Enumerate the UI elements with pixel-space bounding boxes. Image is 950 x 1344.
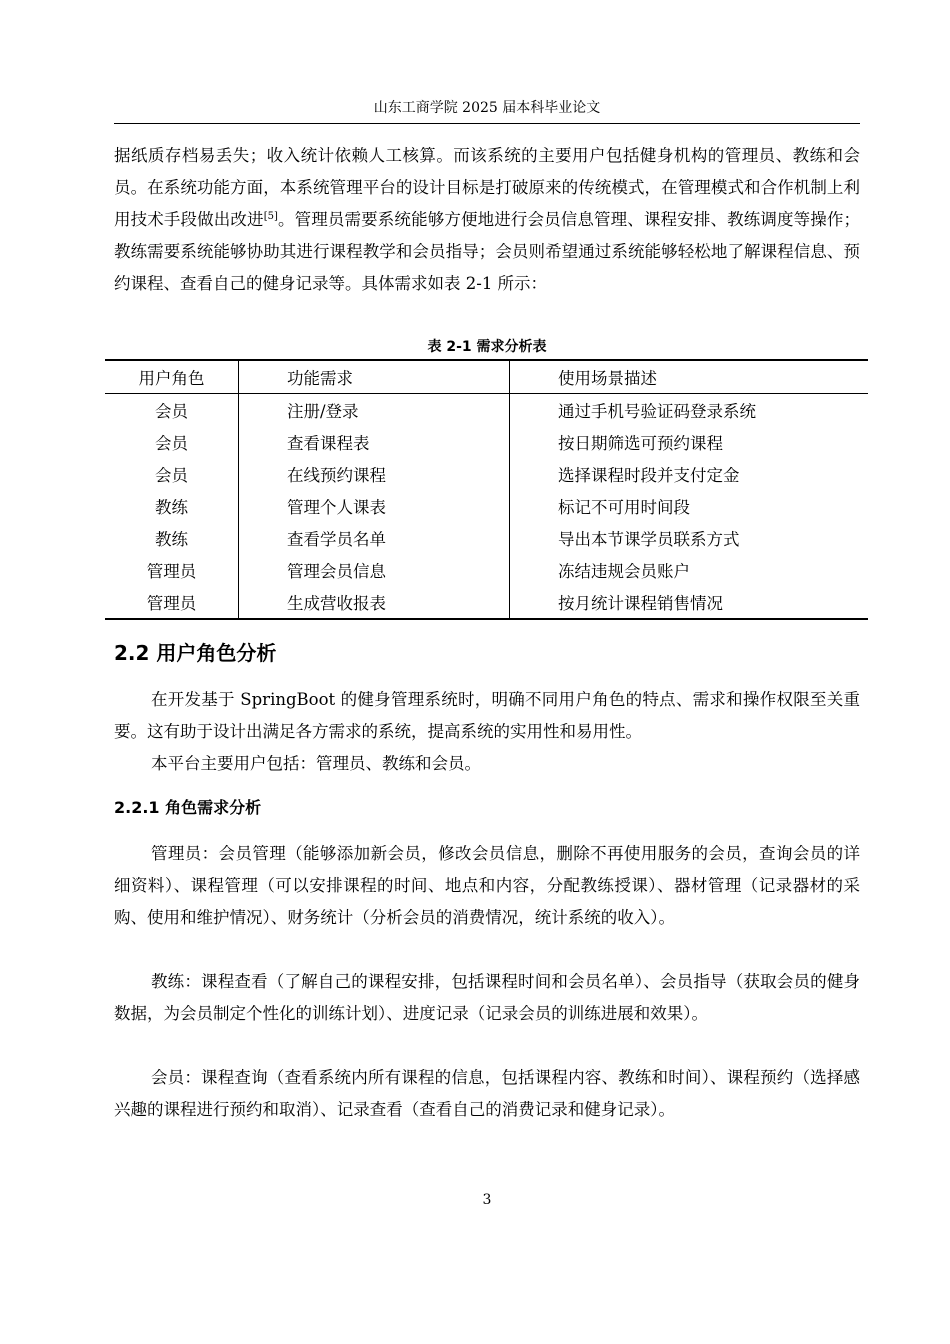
admin-paragraph: 管理员：会员管理（能够添加新会员，修改会员信息，删除不再使用服务的会员，查询会员的详细资料）、课程管理（可以安排课程的时间、地点和内容，分配教练授课）、器材管理（记录器材的采购、使用和维护情况）、财务统计（分析会员的消费情况，统计系统的收入）。 [114, 844, 860, 927]
cell-scenario: 按日期筛选可预约课程 [558, 434, 723, 453]
cell-scenario: 导出本节课学员联系方式 [558, 530, 740, 549]
col-header-scenario: 使用场景描述 [510, 360, 869, 394]
cell-role: 管理员 [105, 586, 239, 619]
cell-scenario: 冻结违规会员账户 [558, 562, 690, 581]
cell-role: 教练 [105, 522, 239, 554]
cell-function: 在线预约课程 [239, 458, 510, 490]
cell-role: 教练 [105, 490, 239, 522]
member-paragraph: 会员：课程查询（查看系统内所有课程的信息，包括课程内容、教练和时间）、课程预约（选择感兴趣的课程进行预约和取消）、记录查看（查看自己的消费记录和健身记录）。 [114, 1068, 860, 1119]
table-row [105, 394, 868, 427]
table-row [105, 426, 868, 458]
requirements-table [105, 359, 868, 620]
running-header: 山东工商学院 2025 届本科毕业论文 [373, 100, 601, 116]
cell-role: 会员 [105, 458, 239, 490]
table-row [105, 586, 868, 619]
cell-scenario: 标记不可用时间段 [558, 498, 690, 517]
cell-scenario: 选择课程时段并支付定金 [558, 466, 740, 485]
page-number: 3 [482, 1192, 492, 1208]
cell-function: 生成营收报表 [239, 586, 510, 619]
cell-function: 查看学员名单 [239, 522, 510, 554]
cell-role: 会员 [105, 394, 239, 427]
cell-function: 注册/登录 [239, 394, 510, 427]
col-header-role: 用户角色 [105, 360, 239, 394]
intro-text-1: 据纸质存档易丢失；收入统计依赖人工核算。而该系统的主要用户包括健身机构的管理员、教练和会员。在系统功能方面，本系统管理平台的设计目标是打破原来的传统模式，在管理模式和合作机制上利用技术手段做出改进 [114, 146, 860, 229]
table-row [105, 554, 868, 586]
table-row [105, 522, 868, 554]
table-row [105, 490, 868, 522]
intro-paragraph [114, 140, 860, 300]
cell-function: 管理会员信息 [239, 554, 510, 586]
cell-scenario: 按月统计课程销售情况 [558, 594, 723, 613]
table-caption: 表 2-1 需求分析表 [427, 339, 547, 355]
citation-5: [5] [263, 211, 278, 222]
table-header-row [105, 360, 868, 394]
cell-scenario: 通过手机号验证码登录系统 [558, 402, 756, 421]
intro-text-2: 。管理员需要系统能够方便地进行会员信息管理、课程安排、教练调度等操作；教练需要系统能够协助其进行课程教学和会员指导；会员则希望通过系统能够轻松地了解课程信息、预约课程、查看自己的健身记录等。具体需求如表 2-1 所示： [114, 210, 861, 293]
coach-paragraph: 教练：课程查看（了解自己的课程安排，包括课程时间和会员名单）、会员指导（获取会员的健身数据，为会员制定个性化的训练计划）、进度记录（记录会员的训练进展和效果）。 [114, 972, 860, 1023]
section-paragraph-2: 本平台主要用户包括：管理员、教练和会员。 [151, 754, 481, 773]
section-paragraph-1: 在开发基于 SpringBoot 的健身管理系统时，明确不同用户角色的特点、需求和操作权限至关重要。这有助于设计出满足各方需求的系统，提高系统的实用性和易用性。 [114, 690, 860, 741]
cell-function: 管理个人课表 [239, 490, 510, 522]
cell-role: 管理员 [105, 554, 239, 586]
header-rule [114, 123, 860, 124]
cell-function: 查看课程表 [239, 426, 510, 458]
section-heading: 2.2 用户角色分析 [114, 641, 277, 665]
col-header-function: 功能需求 [239, 360, 510, 394]
subsection-heading: 2.2.1 角色需求分析 [114, 798, 262, 817]
cell-role: 会员 [105, 426, 239, 458]
table-row [105, 458, 868, 490]
